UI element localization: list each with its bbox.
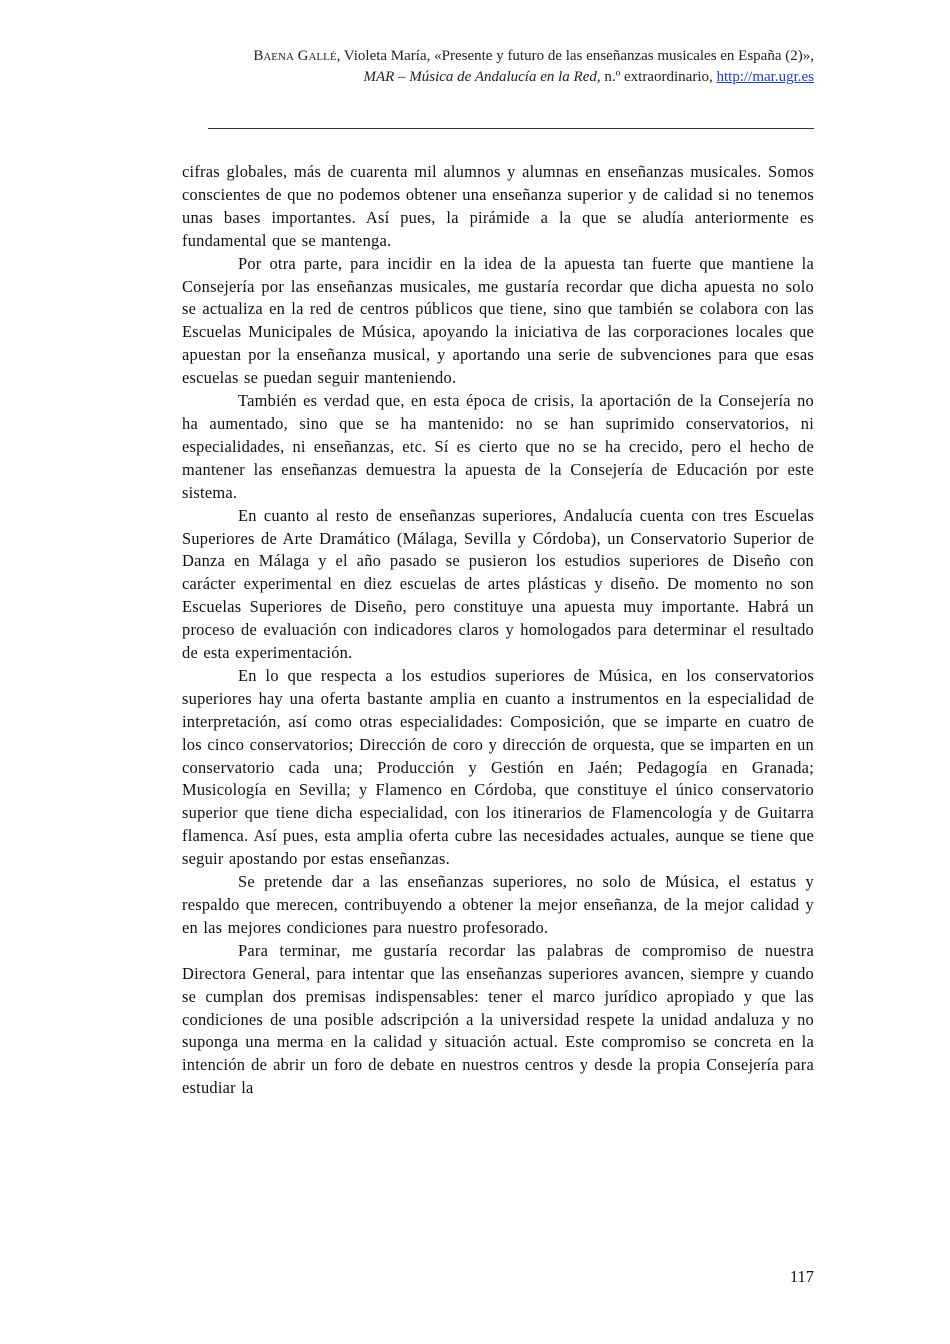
body-paragraph: Se pretende dar a las enseñanzas superiores, no solo de Música, el estatus y respaldo que merecen, contribuyendo a obtener la mejor enseñanza, de la mejor calidad y en las mejores condiciones para nuestro profesorado.: [182, 872, 814, 937]
header-journal-link[interactable]: http://mar.ugr.es: [716, 69, 814, 85]
header-issue: n.º extraordinario,: [600, 69, 717, 85]
body-paragraph: También es verdad que, en esta época de crisis, la aportación de la Consejería no ha aumentado, sino que se ha mantenido: no se han suprimido conservatorios, ni especialidades, ni enseñanzas, etc. Sí es cierto que no se ha crecido, pero el hecho de mantener las enseñanzas demuestra la apuesta de la Consejería de Educación por este sistema.: [182, 391, 814, 502]
header-journal-name: MAR – Música de Andalucía en la Red,: [363, 69, 601, 85]
body-paragraph: En cuanto al resto de enseñanzas superiores, Andalucía cuenta con tres Escuelas Superiores de Arte Dramático (Málaga, Sevilla y Córdoba), un Conservatorio Superior de Danza en Málaga y el año pasado se pusieron los estudios superiores de Diseño con carácter experimental en diez escuelas de artes plásticas y diseño. De momento no son Escuelas Superiores de Diseño, pero constituye una apuesta muy importante. Habrá un proceso de evaluación con indicadores claros y homologados para determinar el resultado de esta experimentación.: [182, 505, 814, 663]
page-number: 117: [789, 1267, 814, 1286]
header-author-and-title: , Violeta María, «Presente y futuro de las enseñanzas musicales en España (2)»,: [336, 48, 814, 64]
header-citation-line-1: [182, 46, 814, 67]
article-body: [182, 161, 814, 1100]
header-author-surname: Baena Gallé: [253, 48, 337, 64]
body-paragraph: En lo que respecta a los estudios superiores de Música, en los conservatorios superiores hay una oferta bastante amplia en cuanto a instrumentos en la especialidad de interpretación, así como otras especialidades: Composición, que se imparte en cuatro de los cinco conservatorios; Dirección de coro y dirección de orquesta, que se imparten en un conservatorio cada una; Producción y Gestión en Jaén; Pedagogía en Granada; Musicología en Sevilla; y Flamenco en Córdoba, que constituye el único conservatorio superior que tiene dicha especialidad, con los itinerarios de Flamencología y de Guitarra flamenca. Así pues, esta amplia oferta cubre las necesidades actuales, aunque se tiene que seguir apostando por estas enseñanzas.: [182, 665, 814, 869]
running-header: [182, 46, 814, 88]
body-paragraph: cifras globales, más de cuarenta mil alumnos y alumnas en enseñanzas musicales. Somos conscientes de que no podemos obtener una enseñanza superior y de calidad si no tenemos unas bases importantes. Así pues, la pirámide a la que se aludía anteriormente es fundamental que se mantenga.: [182, 162, 814, 250]
header-divider: [208, 128, 814, 129]
body-paragraph: Para terminar, me gustaría recordar las palabras de compromiso de nuestra Directora General, para intentar que las enseñanzas superiores avancen, siempre y cuando se cumplan dos premisas indispensables: tener el marco jurídico apropiado y que las condiciones de una posible adscripción a la universidad respete la unidad andaluza y no suponga una merma en la calidad y situación actual. Este compromiso se concreta en la intención de abrir un foro de debate en nuestros centros y desde la propia Consejería para estudiar la: [182, 940, 814, 1098]
body-paragraph: Por otra parte, para incidir en la idea de la apuesta tan fuerte que mantiene la Consejería por las enseñanzas musicales, me gustaría recordar que dicha apuesta no solo se actualiza en la red de centros públicos que tiene, sino que también se colabora con las Escuelas Municipales de Música, apoyando la iniciativa de las corporaciones locales que apuestan por la enseñanza musical, y aportando una serie de subvenciones para que esas escuelas se puedan seguir manteniendo.: [182, 253, 814, 388]
header-citation-line-2: [182, 67, 814, 88]
